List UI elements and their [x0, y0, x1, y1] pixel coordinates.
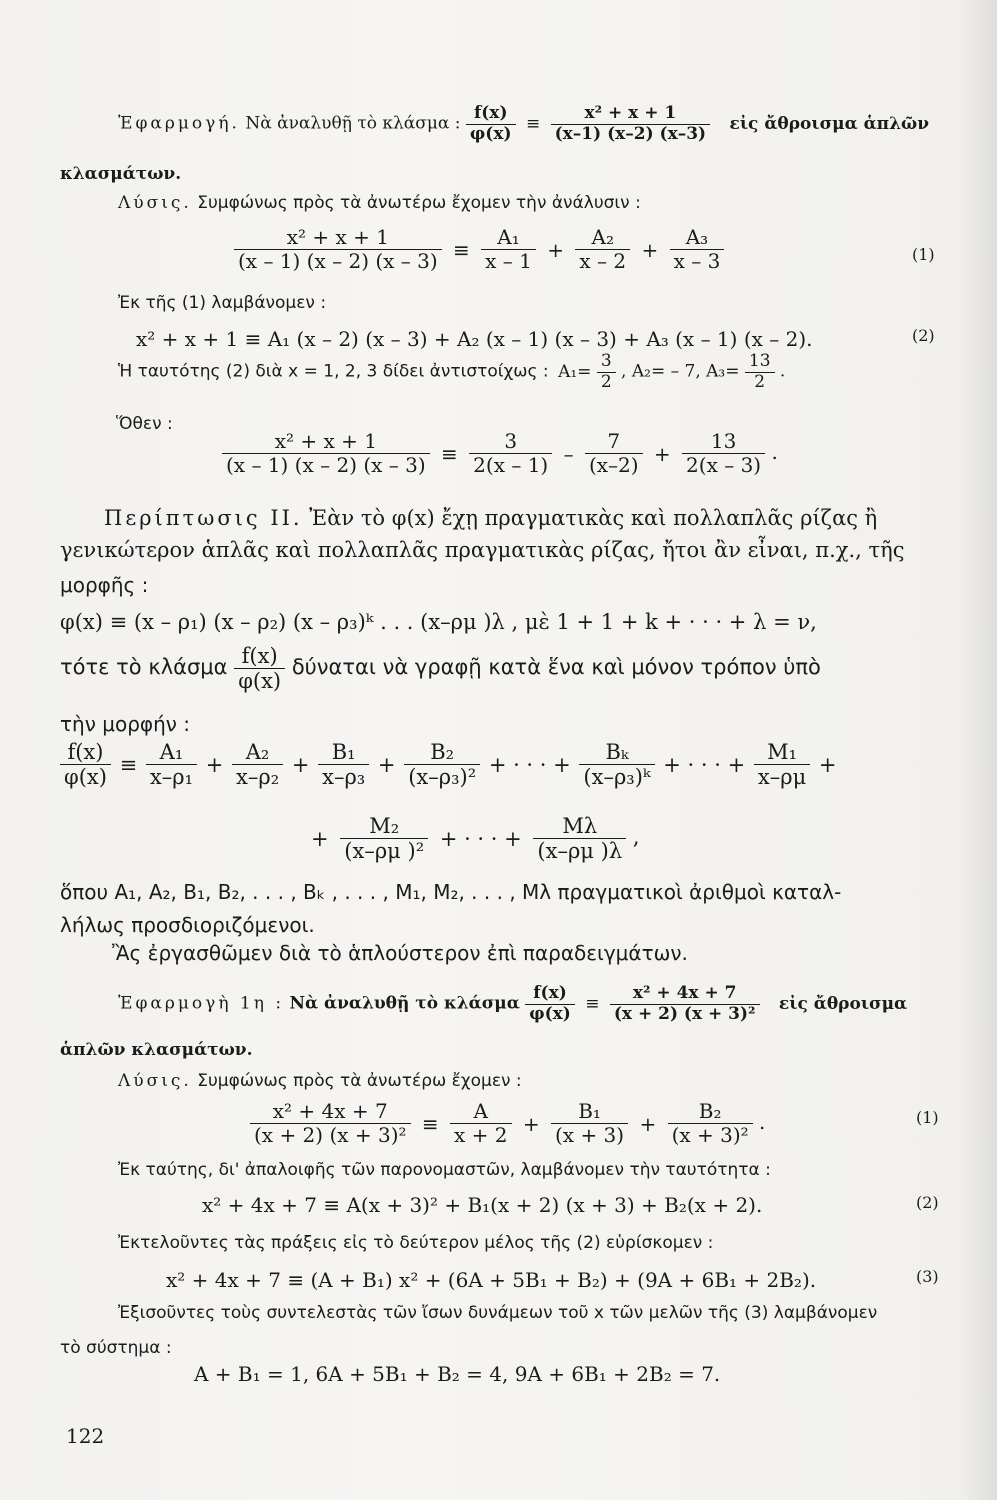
solution-1-line-3: Ἡ ταυτότης (2) διὰ x = 1, 2, 3 δίδει ἀντιστοίχως : A₁= $\frac{3}{2}$ , A₂= – 7, A₃= $\frac{13}{2}$ . [118, 351, 786, 392]
case-2-line-1: Περίπτωσις ΙΙ. Ἐὰν τὸ φ(x) ἔχῃ πραγματικὰς καὶ πολλαπλᾶς ρίζας ἢ [104, 506, 878, 530]
solution-2-line-5: τὸ σύστημα : [60, 1338, 172, 1358]
solution-2-label: Λύσις. [118, 1071, 192, 1091]
solution-2-equation-2: x² + 4x + 7 ≡ A(x + 3)² + B₁(x + 2) (x + 3) + B₂(x + 2). [202, 1193, 763, 1217]
application-1-heading [118, 104, 929, 144]
application-2-continuation: ἁπλῶν κλασμάτων. [60, 1040, 253, 1060]
solution-2-line-2: Ἐκ ταύτης, δι' ἀπαλοιφῆς τῶν παρονομαστῶν, λαμβάνομεν τὴν ταυτότητα : [118, 1160, 771, 1180]
solution-1-equation-3: $\frac{\text{x² + x + 1}}{(x - 1) (x - 2) (x - 3)}$ ≡ $\frac{3}{2(x - 1)}$ – $\frac{7}{(x-2)}$ + $\frac{13}{2(x - 3)}$ . [222, 430, 778, 477]
application-2-fraction-rational: $\frac{\text{x² + 4x + 7}}{\text{(x + 2) (x + 3)²}}$ [610, 984, 760, 1024]
application-1-continuation: κλασμάτων. [60, 164, 182, 184]
solution-1-hothen: Ὅθεν : [116, 414, 173, 434]
case-2-line-2: γενικώτερον ἁπλᾶς καὶ πολλαπλᾶς πραγματικὰς ρίζας, ἤτοι ἂν εἶναι, π.χ., τῆς [60, 538, 905, 562]
solution-1-label: Λύσις. [118, 193, 192, 213]
solution-1-line-2: Ἐκ τῆς (1) λαμβάνομεν : [118, 293, 327, 313]
case-2-morph: τὴν μορφήν : [60, 712, 191, 736]
solution-1-intro [118, 193, 641, 213]
identity-sign: ≡ [525, 114, 541, 135]
case-2-line-3: μορφῆς : [60, 573, 149, 597]
case-2-big-equation: $\frac{f(x)}{\varphi(x)}$ ≡ $\frac{\text{A₁}}{\text{x–ρ₁}}$ + $\frac{\text{A₂}}{\text{x–ρ₂}}$ + $\frac{\text{B₁}}{\text{x–ρ₃}}$ + $\frac{\text{B₂}}{\text{(x–ρ₃)²}}$ + · · · + $\frac{\text{Bₖ}}{\text{(x–ρ₃)ᵏ}}$ + · · · + $\frac{\text{M₁}}{x-\rho\mu}$ + [60, 740, 839, 789]
page-gutter-shadow [957, 0, 997, 1500]
application-2-heading [118, 984, 907, 1024]
page-number: 122 [66, 1424, 105, 1448]
case-2-hopou-cont: λήλως προσδιοριζόμενοι. [60, 913, 315, 937]
solution-2-equation-1: $\frac{\text{x² + 4x + 7}}{\text{(x + 2) (x + 3)²}}$ ≡ $\frac{A}{x + 2}$ + $\frac{\text{B₁}}{(x + 3)}$ + $\frac{\text{B₂}}{\text{(x + 3)²}}$ . [250, 1100, 765, 1147]
solution-2-intro [118, 1071, 522, 1091]
application-1-fraction-f: $\frac{f(x)}{\varphi(x)}$ [466, 104, 516, 144]
solution-2-system: A + B₁ = 1, 6A + 5B₁ + B₂ = 4, 9A + 6B₁ + 2B₂ = 7. [194, 1362, 721, 1386]
solution-2-text: Συμφώνως πρὸς τὰ ἀνωτέρω ἔχομεν : [197, 1071, 522, 1091]
solution-2-line-4: Ἐξισοῦντες τοὺς συντελεστὰς τῶν ἴσων δυνάμεων τοῦ x τῶν μελῶν τῆς (3) λαμβάνομεν [118, 1303, 878, 1323]
equation-tag: (1) [916, 1108, 939, 1127]
equation-tag: (2) [912, 326, 935, 345]
case-2-as: Ἂς ἐργασθῶμεν διὰ τὸ ἁπλούστερον ἐπὶ παραδειγμάτων. [112, 941, 688, 965]
case-2-phi: φ(x) ≡ (x – ρ₁) (x – ρ₂) (x – ρ₃)ᵏ . . . (x–ρμ )λ , μὲ 1 + 1 + k + · · · + λ = ν, [60, 610, 817, 634]
equation-tag: (2) [916, 1193, 939, 1212]
application-2-fraction-f: $\frac{f(x)}{\varphi(x)}$ [525, 984, 575, 1024]
application-2-tail: εἰς ἄθροισμα [778, 993, 908, 1014]
case-2-big-equation-cont: + $\frac{\text{M₂}}{\text{(x–ρμ )²}}$ + · · · + $\frac{M\lambda}{(x-\rho\mu )\lambda}$ , [311, 814, 640, 864]
application-1-fraction-rational: $\frac{\text{x² + x + 1}}{(x-1) (x-2) (x-3)}$ [551, 104, 711, 144]
solution-1-equation-2: x² + x + 1 ≡ A₁ (x – 2) (x – 3) + A₂ (x – 1) (x – 3) + A₃ (x – 1) (x – 2). [136, 327, 813, 351]
case-2-hopou: ὅπου A₁, A₂, B₁, B₂, . . . , Bₖ , . . . , M₁, M₂, . . . , Mλ πραγματικοὶ ἀριθμοὶ καταλ- [60, 880, 842, 904]
application-1-label: Ἐφαρμογή. [118, 113, 240, 134]
solution-1-equation-1: $\frac{\text{x² + x + 1}}{(x - 1) (x - 2) (x - 3)}$ ≡ $\frac{\text{A₁}}{x - 1}$ + $\frac{\text{A₂}}{x - 2}$ + $\frac{\text{A₃}}{x - 3}$ [234, 226, 724, 273]
case-2-label: Περίπτωσις ΙΙ. [104, 506, 303, 530]
application-2-text: Νὰ ἀναλυθῇ τὸ κλάσμα [289, 993, 520, 1014]
equation-tag: (3) [916, 1267, 939, 1286]
solution-2-equation-3: x² + 4x + 7 ≡ (A + B₁) x² + (6A + 5B₁ + B₂) + (9A + 6B₁ + 2B₂). [166, 1268, 817, 1292]
solution-1-text: Συμφώνως πρὸς τὰ ἀνωτέρω ἔχομεν τὴν ἀνάλυσιν : [197, 193, 641, 213]
case-2-tote: τότε τὸ κλάσμα $\frac{f(x)}{\varphi(x)}$ δύναται νὰ γραφῇ κατὰ ἕνα καὶ μόνον τρόπον ὑπὸ [60, 644, 821, 694]
application-1-tail: εἰς ἄθροισμα ἁπλῶν [729, 113, 930, 134]
identity-sign: ≡ [585, 994, 600, 1015]
application-1-text: Νὰ ἀναλυθῇ τὸ κλάσμα : [245, 113, 461, 134]
application-2-label: Ἐφαρμογὴ 1η : [118, 993, 285, 1014]
solution-2-line-3: Ἐκτελοῦντες τὰς πράξεις εἰς τὸ δεύτερον μέλος τῆς (2) εὑρίσκομεν : [118, 1233, 714, 1253]
equation-tag: (1) [912, 245, 935, 264]
